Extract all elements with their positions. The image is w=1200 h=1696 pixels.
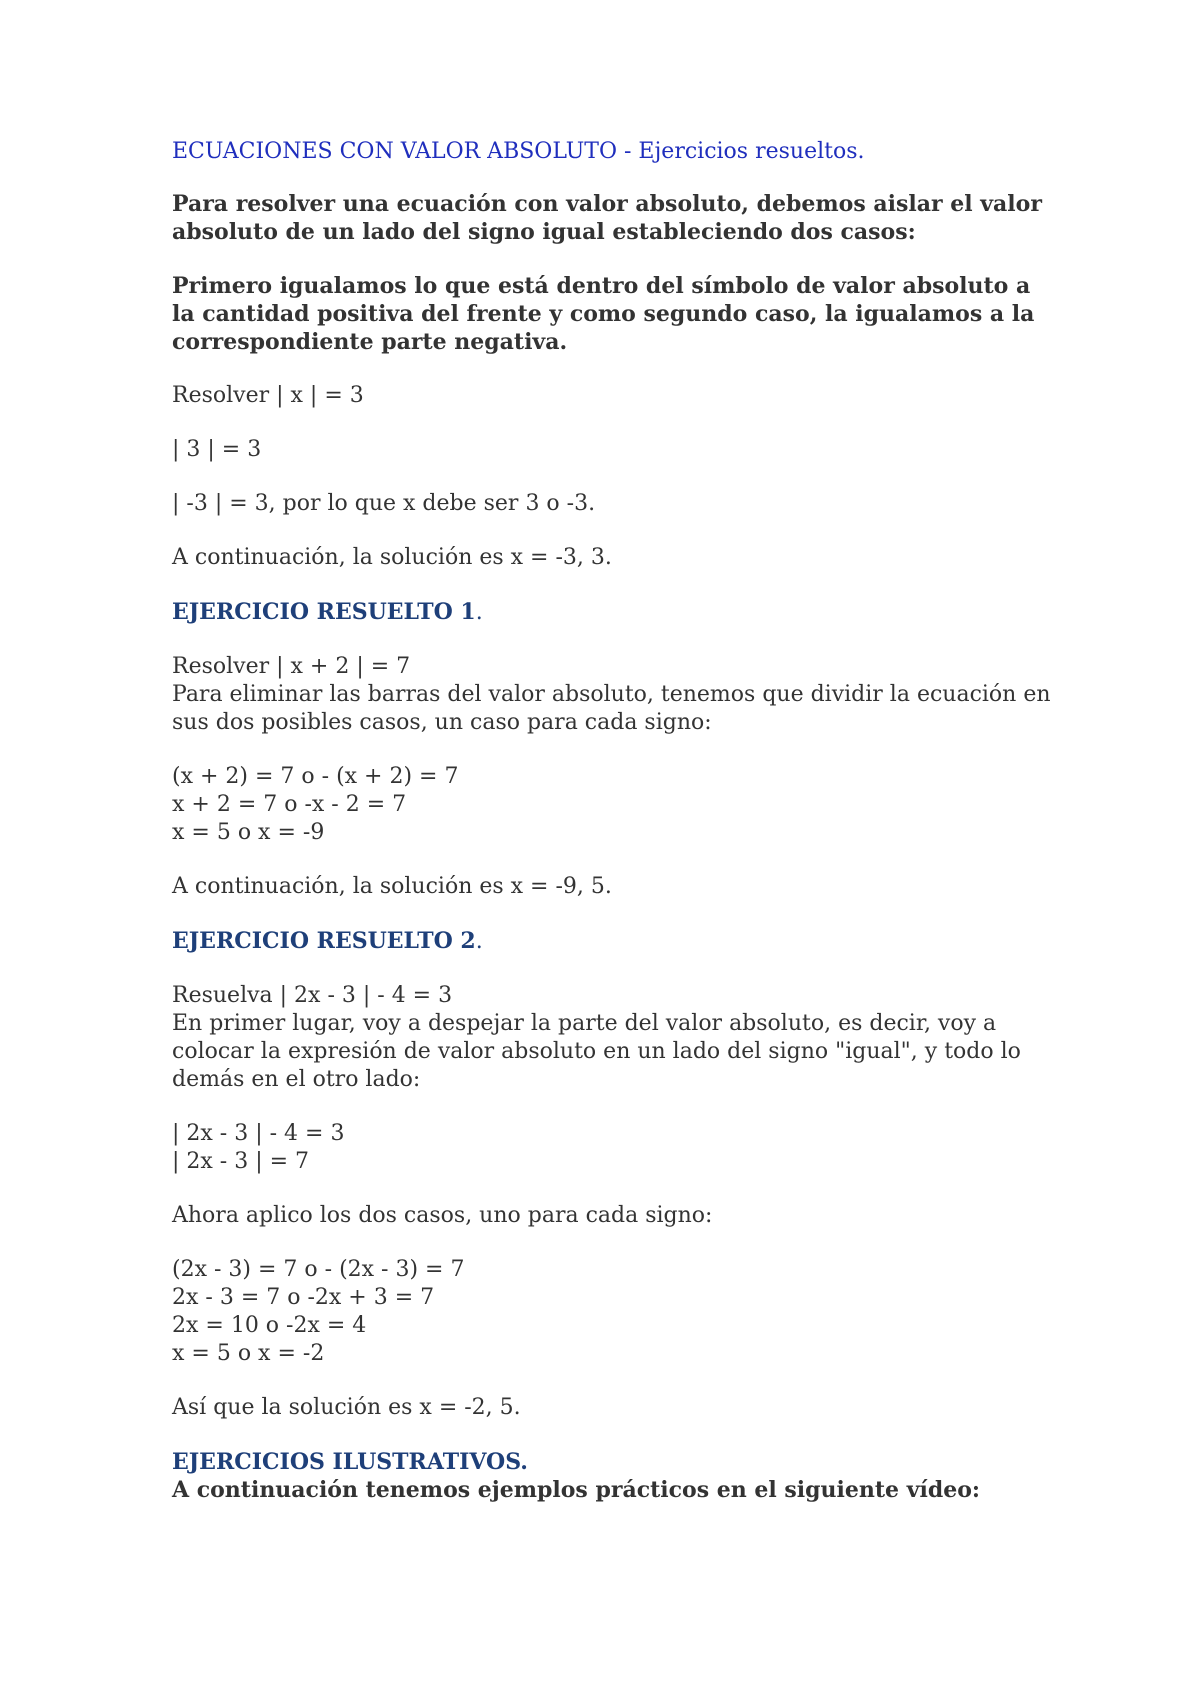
intro-paragraph-2: Primero igualamos lo que está dentro del símbolo de valor absoluto a la cantidad positiva del frente y como segundo caso, la igualamos a la correspondiente parte negativa. bbox=[172, 273, 1035, 355]
exercise-2-isolate-step: | 2x - 3 | = 7 bbox=[172, 1149, 310, 1174]
exercise-1-heading-text: EJERCICIO RESUELTO 1 bbox=[172, 599, 476, 625]
intro-paragraph-1: Para resolver una ecuación con valor absoluto, debemos aislar el valor absoluto de un lado del signo igual estableciendo dos casos: bbox=[172, 191, 1042, 245]
exercise-2-solution: Así que la solución es x = -2, 5. bbox=[172, 1395, 521, 1420]
exercise-1-step: (x + 2) = 7 o - (x + 2) = 7 bbox=[172, 764, 459, 789]
example-line-1: | 3 | = 3 bbox=[172, 437, 262, 462]
exercise-2-step: 2x = 10 o -2x = 4 bbox=[172, 1313, 367, 1338]
exercise-2-heading bbox=[172, 927, 1052, 956]
exercise-2-isolate bbox=[172, 1120, 1052, 1176]
heading-dot: . bbox=[475, 929, 483, 954]
heading-dot: . bbox=[475, 600, 483, 625]
document-page bbox=[172, 138, 1052, 1504]
exercise-2-statement: Resuelva | 2x - 3 | - 4 = 3 bbox=[172, 983, 453, 1008]
illustrative-text: A continuación tenemos ejemplos prácticos en el siguiente vídeo: bbox=[172, 1477, 981, 1503]
illustrative-heading: EJERCICIOS ILUSTRATIVOS. bbox=[172, 1449, 528, 1475]
exercise-2-heading-text: EJERCICIO RESUELTO 2 bbox=[172, 928, 476, 954]
document-title: ECUACIONES CON VALOR ABSOLUTO - Ejercicios resueltos. bbox=[172, 139, 865, 164]
exercise-2-isolate-step: | 2x - 3 | - 4 = 3 bbox=[172, 1121, 345, 1146]
exercise-2-cases-intro: Ahora aplico los dos casos, uno para cada signo: bbox=[172, 1203, 713, 1228]
exercise-1-heading bbox=[172, 598, 1052, 627]
exercise-2-step: x = 5 o x = -2 bbox=[172, 1341, 325, 1366]
exercise-1-body bbox=[172, 653, 1052, 737]
exercise-1-step: x = 5 o x = -9 bbox=[172, 820, 325, 845]
example-line-2: | -3 | = 3, por lo que x debe ser 3 o -3. bbox=[172, 491, 596, 516]
example-statement: Resolver | x | = 3 bbox=[172, 383, 364, 408]
exercise-1-statement: Resolver | x + 2 | = 7 bbox=[172, 654, 411, 679]
exercise-2-explanation: En primer lugar, voy a despejar la parte del valor absoluto, es decir, voy a colocar la expresión de valor absoluto en un lado del signo "igual", y todo lo demás en el otro lado: bbox=[172, 1011, 1021, 1092]
exercise-1-solution: A continuación, la solución es x = -9, 5. bbox=[172, 874, 612, 899]
exercise-1-explanation: Para eliminar las barras del valor absoluto, tenemos que dividir la ecuación en sus dos posibles casos, un caso para cada signo: bbox=[172, 682, 1051, 735]
exercise-2-step: (2x - 3) = 7 o - (2x - 3) = 7 bbox=[172, 1257, 465, 1282]
exercise-2-step: 2x - 3 = 7 o -2x + 3 = 7 bbox=[172, 1285, 435, 1310]
exercise-2-body bbox=[172, 982, 1052, 1094]
exercise-1-steps bbox=[172, 763, 1052, 847]
exercise-1-step: x + 2 = 7 o -x - 2 = 7 bbox=[172, 792, 407, 817]
example-solution: A continuación, la solución es x = -3, 3. bbox=[172, 545, 612, 570]
exercise-2-steps bbox=[172, 1256, 1052, 1368]
